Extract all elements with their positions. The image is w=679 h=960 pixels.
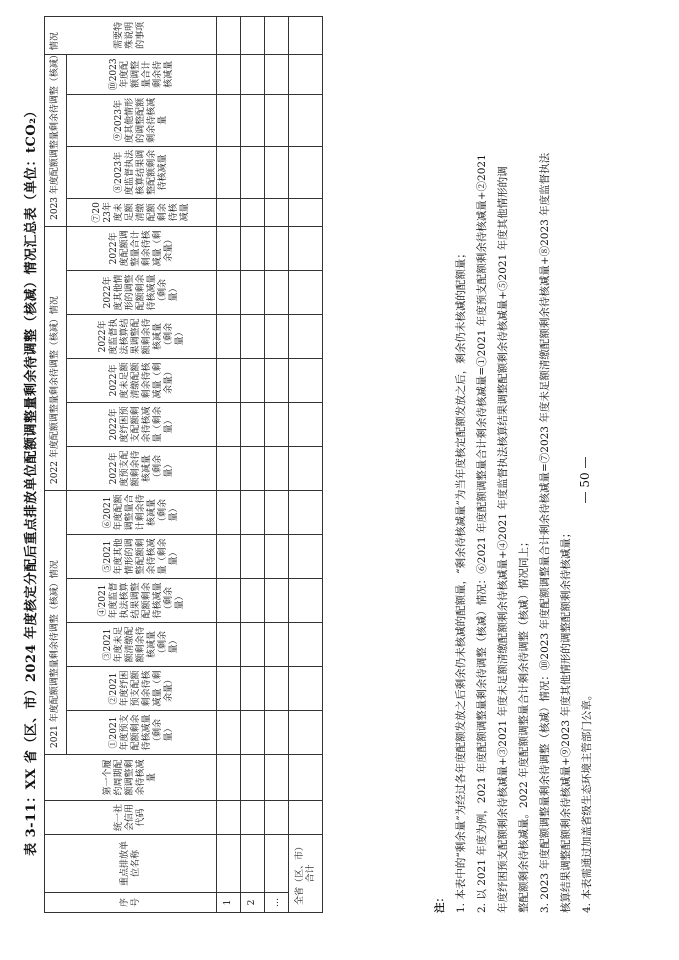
col-special-note: 需要特殊说明的事项 [45,16,217,54]
note-line: 4. 本表需通过加盖省级生态环境主管部门公章。 [581,689,593,913]
col-2021-4: ④2021年度监督执法核算结果调整配额剩余待核减量（剩余量） [67,579,217,623]
note-line: 整配额剩余待核减量。2022 年度配额调整量合计剩余待调整（核减）情况同上； [518,536,530,913]
table-row [265,16,289,912]
col-2021-1: ①2021年度预支配额剩余待核减量（剩余量） [67,711,217,755]
note-line: 3. 2023 年度配额调整量剩余待调整（核减）情况：⑩2023 年度配额调整量合计剩余待核减量=⑦2023 年度未足额清缴配额剩余待核减量+⑧2023 年度监督执法 [539,152,551,913]
col-2021-6: ⑥2021年度配额调整量合计剩余待核减量（剩余量） [67,490,217,534]
col-2023-9: ⑨2023年度其他情形的调整配额剩余待核减量 [67,94,217,146]
col-2022-2: 2022年度纾困预支配额剩余待核减量（剩余量） [67,402,217,446]
col-2022-6: 2022年度配额调整量合计剩余待核减量（剩余量） [67,226,217,270]
table-title: 表 3-11：XX 省（区、市）2024 年度核定分配后重点排放单位配额调整量剩余待调整（核减）情况汇总表（单位：tCO₂） [24,104,39,856]
table-row [217,16,241,912]
note-line: 2. 以 2021 年度为例，2021 年度配额调整量剩余待调整（核减）情况：⑥2021 年度配额调整量合计剩余待核减量=①2021 年度预支配额剩余待核减量+②2021 [476,154,488,913]
col-2022-5: 2022年度其他情形的调整配额剩余待核减量（剩余量） [67,270,217,314]
note-line: 年度纾困预支配额剩余待核减量+③2021 年度未足额清缴配额剩余待核减量+④2021 年度监督执法核算结果调整配额剩余待核减量+⑤2021 年度其他情形的调 [497,166,509,913]
col-2023-10: ⑩2023年度配额调整量合计剩余待核减量 [67,54,217,94]
col-2021-2: ②2021年度纾困预支配额剩余待核减量（剩余量） [67,667,217,711]
row-number: 2 [241,893,265,913]
col-credit-code: 统一社会信用代码 [45,801,217,835]
summary-table [44,16,323,913]
col-seq: 序号 [45,893,217,913]
col-unit-name: 重点排放单位名称 [45,835,217,893]
col-2022-4: 2022年度监督执法核算结果调整配额剩余待核减量（剩余量） [67,314,217,358]
col-2021-3: ③2021年度未足额清缴配额剩余待核减量（剩余量） [67,623,217,667]
page-number: — 50 — [578,456,592,504]
col-2021-5: ⑤2021年度其他情形的调整配额剩余待核减量（剩余量） [67,535,217,579]
total-label: 全省（区、市）合计 [289,835,323,913]
col-first-period: 第一个履约周期配额调整剩余待核减量 [45,755,217,801]
notes [430,53,598,913]
col-2023-7: ⑦2023年度未足额清缴配额剩余待核减量 [67,198,217,226]
group-2021: 2021 年度配额调整量剩余待调整（核减）情况 [45,490,67,754]
note-line: 核算结果调整配额剩余待核减量+⑨2023 年度其他情形的调整配额剩余待核减量； [560,527,572,913]
group-2022: 2022 年度配额调整量剩余待调整（核减）情况 [45,226,67,490]
notes-label: 注： [434,892,446,913]
group-2023: 2023 年度配额调整量剩余待调整（核减）情况 [45,54,67,226]
col-2023-8: ⑧2023年度监督执法核算结果调整配额剩余待核减量 [67,146,217,198]
row-number: … [265,893,289,913]
col-2022-3: 2022年度未足额清缴配额剩余待核减量（剩余量） [67,358,217,402]
col-2022-1: 2022年度预支配额剩余待核减量（剩余量） [67,446,217,490]
table-row [241,16,265,912]
total-row [289,16,323,912]
note-line: 1. 本表中的“剩余量”为经过各年度配额发放之后剩余仍未核减的配额量，“剩余待核减量”为当年度核定配额发放之后，剩余仍未核减的配额量； [455,248,467,913]
row-number: 1 [217,893,241,913]
